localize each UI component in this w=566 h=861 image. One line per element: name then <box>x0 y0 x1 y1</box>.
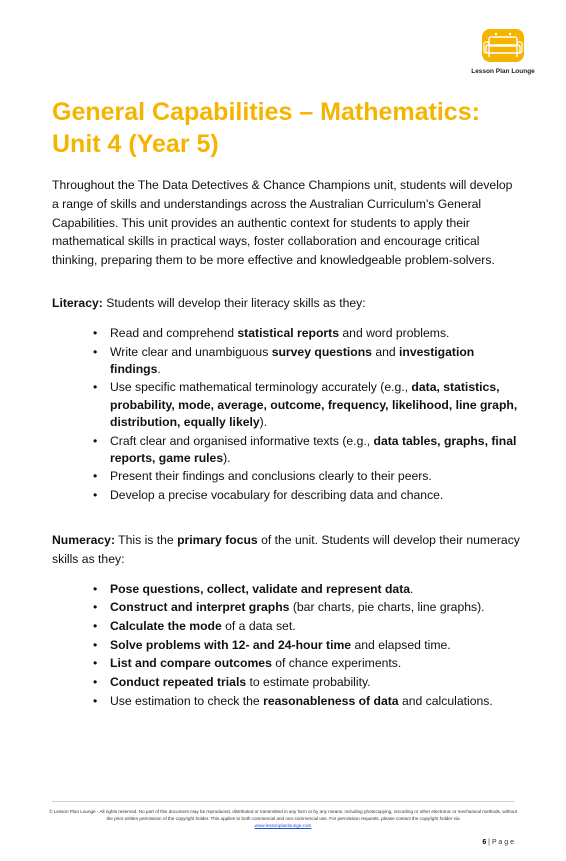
item-text: and calculations. <box>398 693 493 708</box>
item-text: . <box>410 581 414 596</box>
bullet-icon: • <box>93 325 98 340</box>
numeracy-section <box>52 531 522 712</box>
bullet-icon: • <box>93 637 98 652</box>
page-number <box>482 839 514 846</box>
bold-text: data, statistics, probability, mode, average, outcome, frequency, likelihood, line graph, distribution, equally likely <box>110 380 518 429</box>
item-text: and word problems. <box>339 325 450 340</box>
bullet-icon: • <box>93 433 98 448</box>
page-separator: | <box>486 839 492 846</box>
copyright-text: © Lesson Plan Lounge - All rights reserved. No part of this document may be reproduced, distributed or transmitted in any form or by any means, including photocopying, recording or other electronic or mechanical methods, without the prior written permission of the copyright holder. This applies to both commercial and non-commercial use. For permission requests, please contact the copyright holder via <box>49 809 517 821</box>
item-text: Craft clear and organised informative texts (e.g., <box>110 433 374 448</box>
numeracy-intro <box>52 531 522 569</box>
numeracy-list <box>52 581 522 710</box>
bullet-icon: • <box>93 619 98 633</box>
bullet-icon: • <box>93 469 98 484</box>
website-link[interactable]: www.lessonplanlounge.com <box>254 823 312 828</box>
bold-text: reasonableness of data <box>263 693 399 708</box>
item-text: Develop a precise vocabulary for describing data and chance. <box>110 488 444 503</box>
literacy-text: Students will develop their literacy skills as they: <box>102 296 366 310</box>
list-item <box>52 599 522 616</box>
item-text: (bar charts, pie charts, line graphs). <box>289 600 485 615</box>
bullet-icon: • <box>93 488 98 503</box>
numeracy-text-after: of the unit. Students will develop their numeracy skills as they: <box>52 533 520 566</box>
bold-text: Construct and interpret graphs <box>110 600 290 615</box>
item-text: . <box>157 361 161 376</box>
list-item <box>52 344 522 378</box>
list-item <box>52 618 522 635</box>
literacy-intro <box>52 294 522 313</box>
logo <box>470 26 536 80</box>
list-item <box>52 655 522 672</box>
list-item <box>52 693 522 710</box>
list-item <box>52 637 522 654</box>
page-title <box>52 96 522 160</box>
bold-text: investigation findings <box>110 344 475 376</box>
item-text: Read and comprehend <box>110 325 238 340</box>
logo-text: Lesson Plan Lounge <box>471 68 535 75</box>
bold-text: List and compare outcomes <box>110 656 272 671</box>
literacy-section <box>52 294 522 506</box>
list-item <box>52 674 522 691</box>
item-text: of chance experiments. <box>271 656 402 671</box>
couch-logo-icon <box>476 26 530 64</box>
bullet-icon: • <box>93 380 98 395</box>
item-text: Use specific mathematical terminology accurately (e.g., <box>110 380 412 395</box>
bold-text: Calculate the mode <box>110 619 222 633</box>
bold-text: survey questions <box>271 344 372 359</box>
list-item <box>52 487 522 504</box>
literacy-list <box>52 325 522 505</box>
item-text: ). <box>223 450 231 465</box>
list-item <box>52 433 522 467</box>
literacy-heading: Literacy: <box>52 296 103 310</box>
bold-text: data tables, graphs, final reports, game rules <box>110 433 517 465</box>
numeracy-text-bold: primary focus <box>177 533 258 547</box>
bullet-icon: • <box>93 675 98 690</box>
footer-divider <box>52 801 514 802</box>
list-item <box>52 468 522 485</box>
item-text: Present their findings and conclusions clearly to their peers. <box>110 469 432 484</box>
bullet-icon: • <box>93 600 98 615</box>
numeracy-text-before: This is the <box>115 533 178 547</box>
page-label: P a g e <box>491 839 514 846</box>
bullet-icon: • <box>93 344 98 359</box>
intro-paragraph: Throughout the The Data Detectives & Chance Champions unit, students will develop a range of skills and understandings across the Australian Curriculum's General Capabilities. This unit provides an authentic context for students to apply their mathematical skills in practical ways, foster collaboration and encourage critical thinking, preparing them to be more effective and knowledgeable problem-solvers. <box>52 178 513 268</box>
title-line-1: General Capabilities – Mathematics: <box>52 98 480 126</box>
bullet-icon: • <box>93 656 98 671</box>
item-text: of a data set. <box>221 619 296 633</box>
item-text: and elapsed time. <box>351 637 451 652</box>
item-text: Use estimation to check the <box>110 693 264 708</box>
numeracy-heading: Numeracy: <box>52 533 115 547</box>
item-text: Write clear and unambiguous <box>110 344 272 359</box>
bold-text: Conduct repeated trials <box>110 675 247 690</box>
bold-text: Solve problems with 12- and 24-hour time <box>110 637 352 652</box>
item-text: and <box>371 344 400 359</box>
title-line-2: Unit 4 (Year 5) <box>52 130 219 158</box>
bullet-icon: • <box>93 693 98 708</box>
list-item <box>52 581 522 598</box>
copyright-notice <box>48 808 518 829</box>
bullet-icon: • <box>93 581 98 596</box>
page-number-value: 6 <box>482 839 487 846</box>
item-text: to estimate probability. <box>246 675 371 690</box>
list-item <box>52 379 522 431</box>
bold-text: Pose questions, collect, validate and represent data <box>110 581 411 596</box>
list-item <box>52 325 522 342</box>
bold-text: statistical reports <box>237 325 339 340</box>
item-text: ). <box>259 414 268 429</box>
